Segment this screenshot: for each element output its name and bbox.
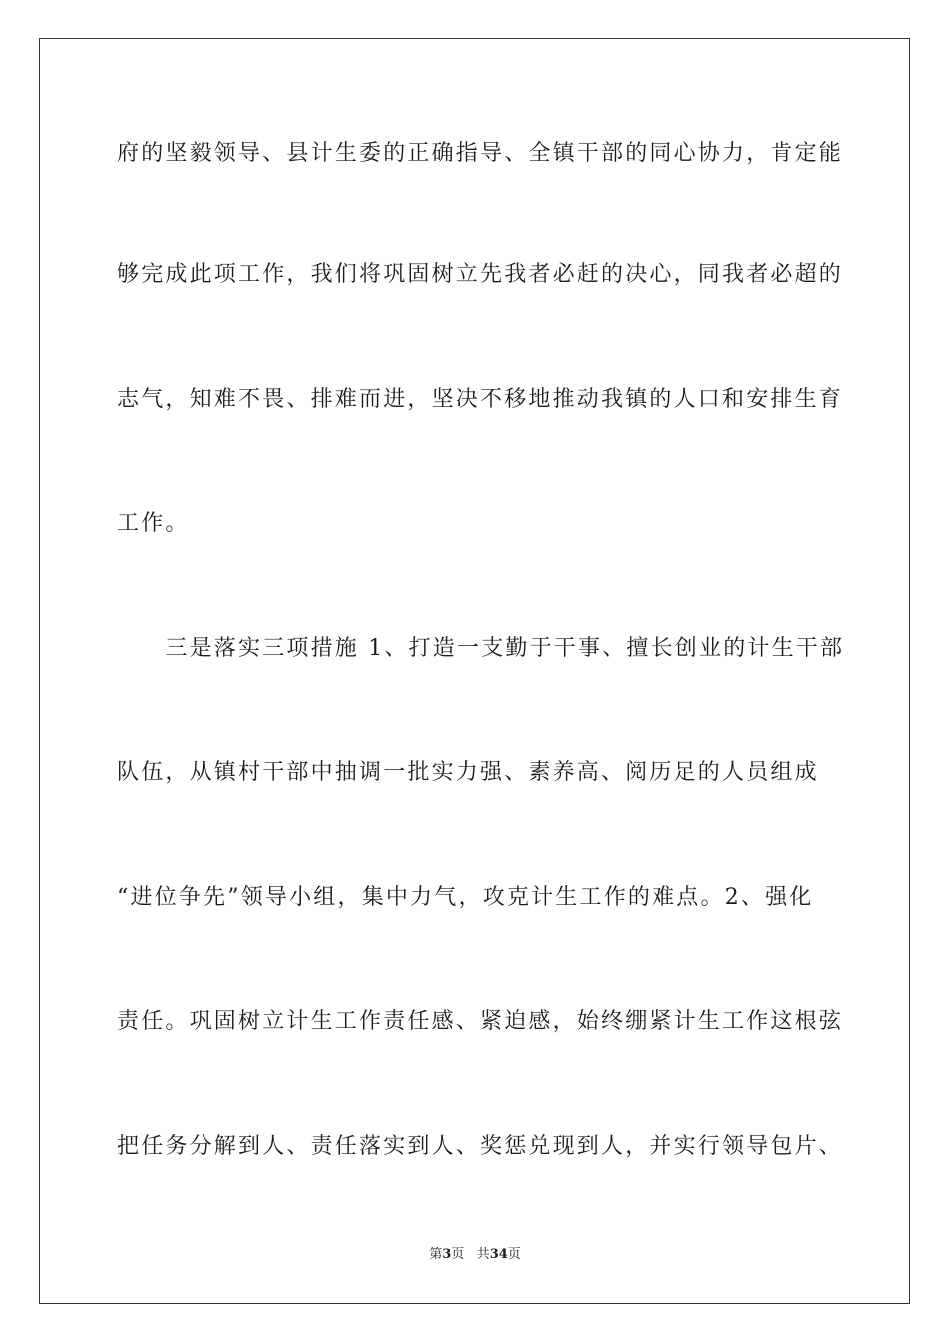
page-number: 3 (442, 1247, 452, 1262)
text-line: 责任。巩固树立计生工作责任感、紧迫感，始终绷紧计生工作这根弦 (117, 1009, 844, 1034)
total-pages: 34 (489, 1247, 508, 1262)
text-line: “进位争先”领导小组，集中力气，攻克计生工作的难点。2、强化 (117, 885, 814, 910)
text-line: 府的坚毅领导、县计生委的正确指导、全镇干部的同心协力，肯定能 (117, 141, 844, 166)
total-prefix: 共 (476, 1247, 490, 1262)
text-line: 把任务分解到人、责任落实到人、奖惩兑现到人，并实行领导包片、 (117, 1134, 844, 1159)
page-border (39, 38, 910, 1304)
text-line: 三是落实三项措施 1、打造一支勤于干事、擅长创业的计生干部 (117, 636, 845, 661)
page-footer (0, 1246, 950, 1264)
page-prefix: 第 (429, 1247, 443, 1262)
text-line: 够完成此项工作，我们将巩固树立先我者必赶的决心，同我者必超的 (117, 262, 844, 287)
total-suffix: 页 (507, 1247, 521, 1262)
page-suffix: 页 (451, 1247, 465, 1262)
text-line: 工作。 (117, 511, 190, 536)
text-line: 队伍，从镇村干部中抽调一批实力强、素养高、阅历足的人员组成 (117, 760, 819, 785)
text-line: 志气，知难不畏、排难而进，坚决不移地推动我镇的人口和安排生育 (117, 387, 844, 412)
